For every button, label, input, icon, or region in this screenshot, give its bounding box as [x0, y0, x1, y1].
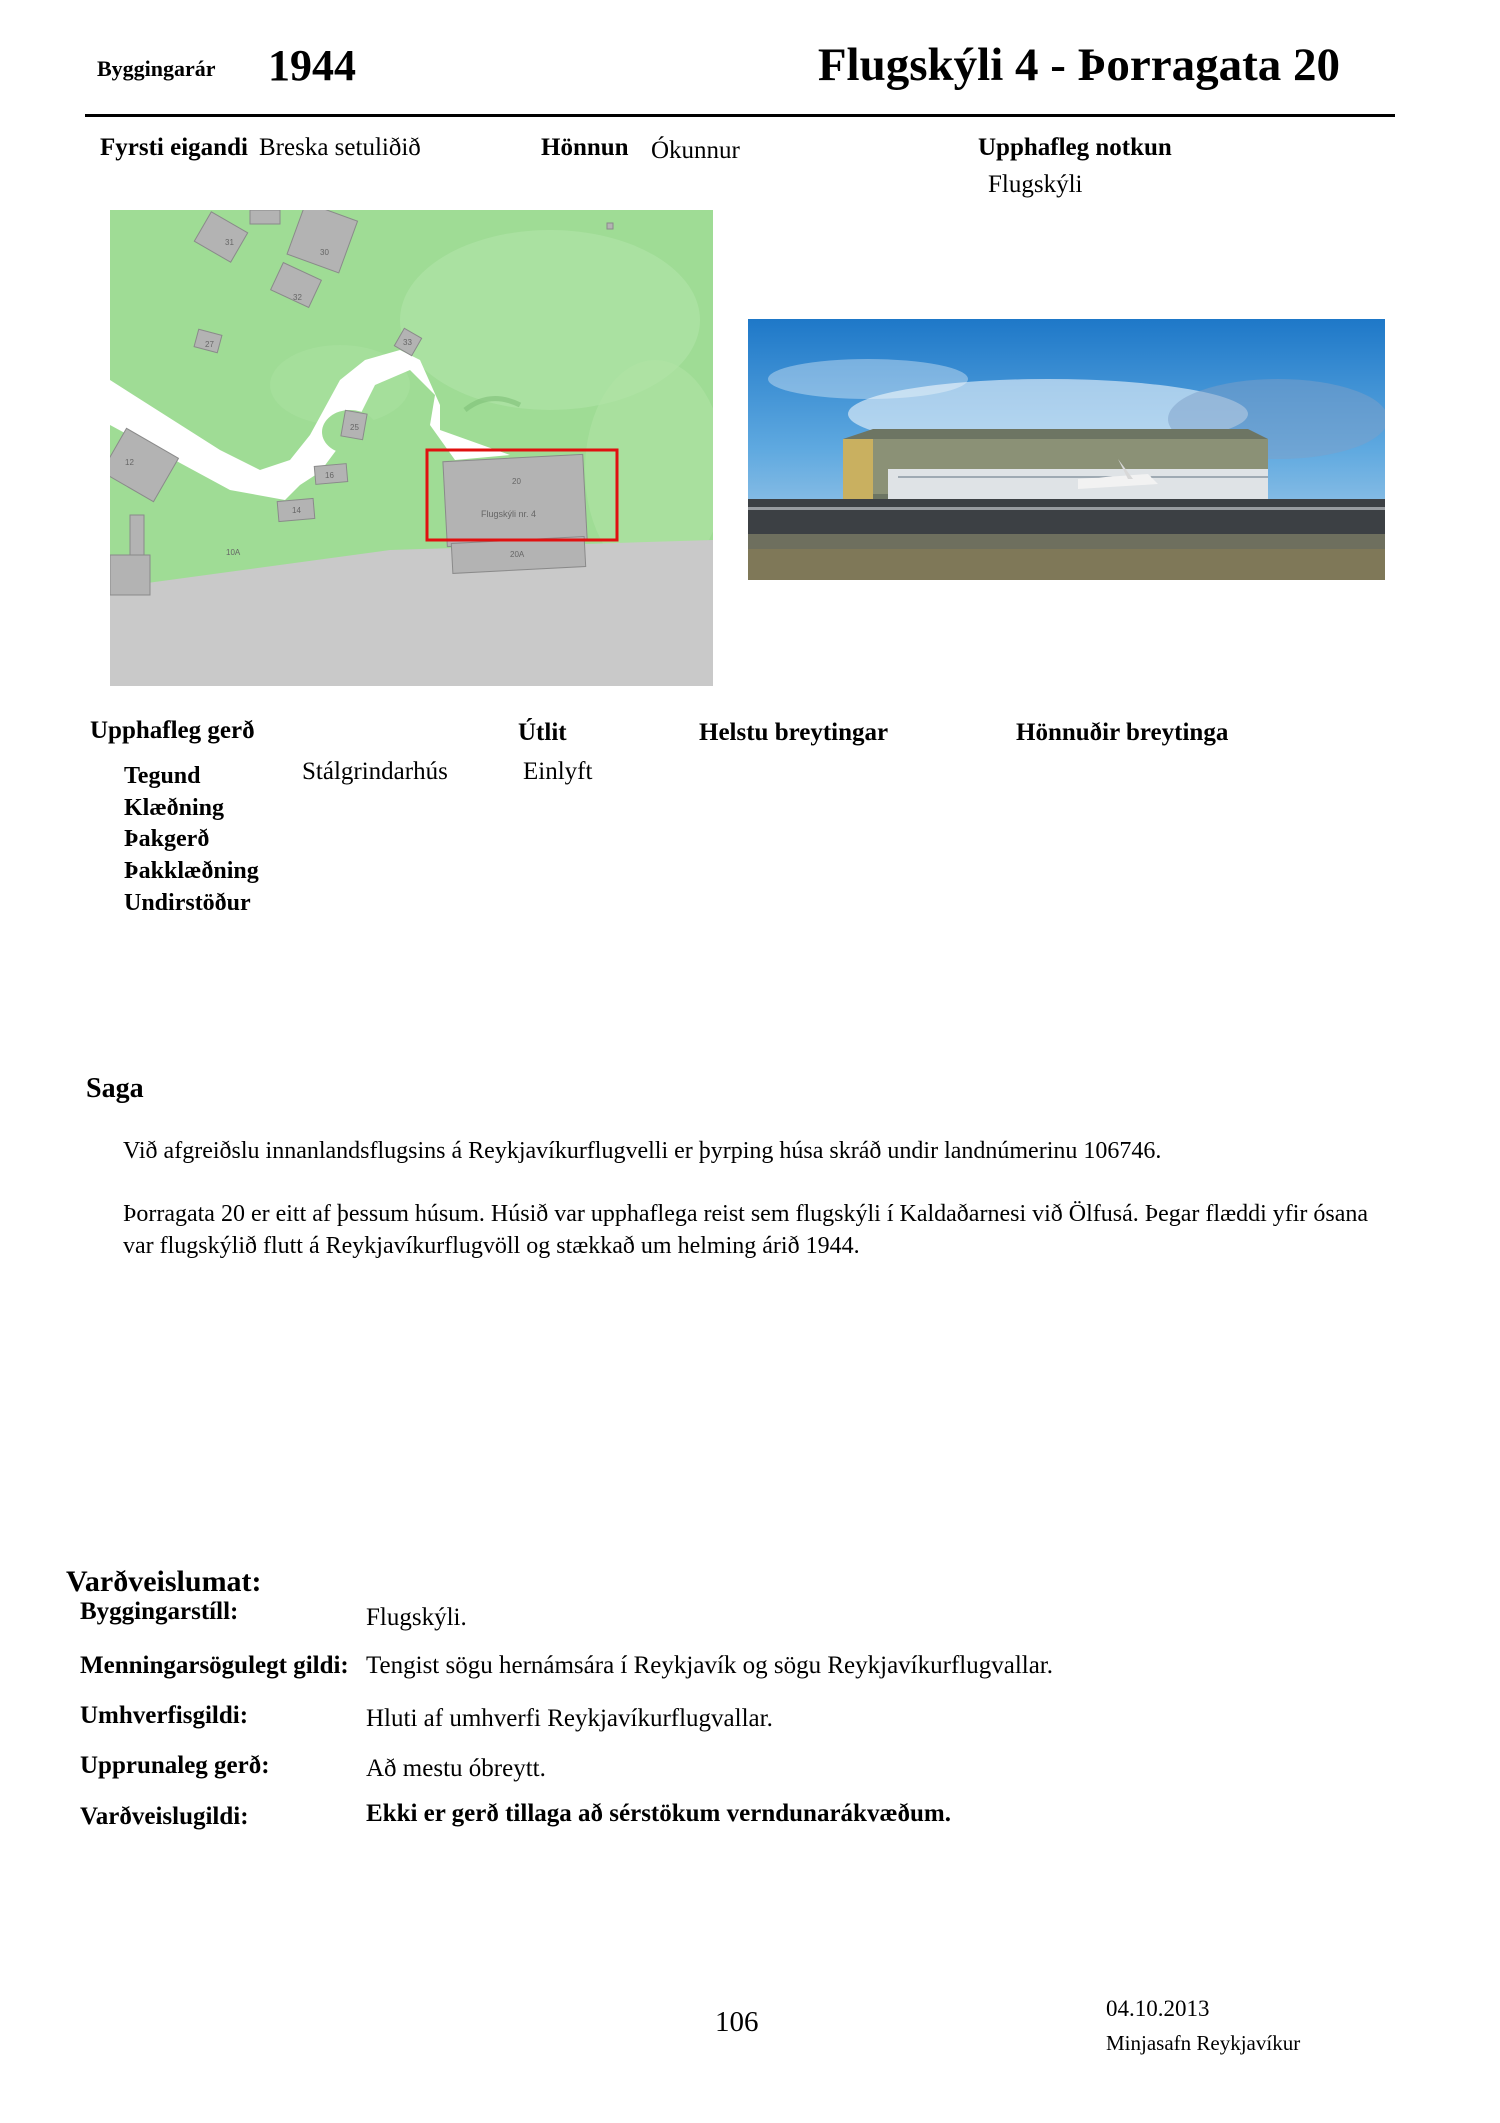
saga-paragraph-1: Við afgreiðslu innanlandsflugsins á Reykjavíkurflugvelli er þyrping húsa skráð undir landnúmerinu 106746. [123, 1138, 1162, 1164]
location-map [110, 210, 713, 686]
type-value: Stálgrindarhús [302, 758, 448, 785]
appearance-value: Einlyft [523, 758, 593, 785]
preservation-value-label: Varðveislugildi: [80, 1803, 249, 1830]
building-style-value: Flugskýli. [366, 1604, 467, 1631]
main-changes-heading: Helstu breytingar [699, 719, 889, 746]
cultural-value-value: Tengist sögu hernámsára í Reykjavík og sögu Reykjavíkurflugvallar. [366, 1652, 1053, 1679]
footer-date: 04.10.2013 [1106, 1996, 1210, 2021]
original-form-value: Að mestu óbreytt. [366, 1755, 546, 1782]
row-label-roof-type: Þakgerð [124, 826, 210, 852]
change-designers-heading: Hönnuðir breytinga [1016, 719, 1229, 746]
preservation-value-value: Ekki er gerð tillaga að sérstökum verndunarákvæðum. [366, 1800, 951, 1827]
map-label-12: 12 [125, 458, 134, 467]
environmental-value-label: Umhverfisgildi: [80, 1702, 249, 1729]
header-divider [85, 114, 1395, 117]
preservation-heading: Varðveislumat: [66, 1565, 262, 1598]
first-owner-label: Fyrsti eigandi [100, 134, 248, 161]
environmental-value-value: Hluti af umhverfi Reykjavíkurflugvallar. [366, 1705, 773, 1732]
original-form-label: Upprunaleg gerð: [80, 1752, 270, 1779]
map-label-10a: 10A [226, 548, 241, 557]
building-style-label: Byggingarstíll: [80, 1598, 239, 1625]
map-label-32: 32 [293, 293, 302, 302]
map-label-14: 14 [292, 506, 301, 515]
map-label-30: 30 [320, 248, 329, 257]
map-label-20: 20 [512, 477, 521, 486]
cultural-value-label: Menningarsögulegt gildi: [80, 1652, 349, 1679]
appearance-heading: Útlit [518, 719, 567, 746]
saga-heading: Saga [86, 1073, 144, 1104]
row-label-cladding: Klæðning [124, 795, 225, 821]
footer-publisher: Minjasafn Reykjavíkur [1106, 2031, 1301, 2055]
map-label-25: 25 [350, 423, 359, 432]
map-label-27: 27 [205, 340, 214, 349]
original-use-value: Flugskýli [988, 171, 1083, 198]
map-selected-building-label: Flugskýli nr. 4 [481, 509, 537, 519]
year-label: Byggingarár [97, 56, 216, 81]
original-type-heading: Upphafleg gerð [90, 717, 255, 744]
map-label-33: 33 [403, 338, 412, 347]
map-label-31: 31 [225, 238, 234, 247]
original-use-label: Upphafleg notkun [978, 134, 1172, 161]
design-label: Hönnun [541, 134, 629, 161]
map-label-20a: 20A [510, 550, 525, 559]
row-label-roof-cladding: Þakklæðning [124, 858, 259, 884]
row-label-type: Tegund [124, 763, 201, 789]
first-owner-value: Breska setuliðið [259, 134, 421, 161]
page-number: 106 [715, 2006, 759, 2038]
row-label-foundations: Undirstöður [124, 890, 251, 916]
saga-paragraph-2: Þorragata 20 er eitt af þessum húsum. Húsið var upphaflega reist sem flugskýli í Kaldaðarnesi við Ölfusá. Þegar flæddi yfir ósana var flugskýlið flutt á Reykjavíkurflugvöll og stækkað um helming árið 1944. [123, 1201, 1369, 1259]
page-title: Flugskýli 4 - Þorragata 20 [817, 39, 1340, 91]
year-value: 1944 [268, 41, 356, 90]
hangar-photo [748, 319, 1385, 580]
map-label-16: 16 [325, 471, 334, 480]
design-value: Ókunnur [651, 137, 740, 164]
